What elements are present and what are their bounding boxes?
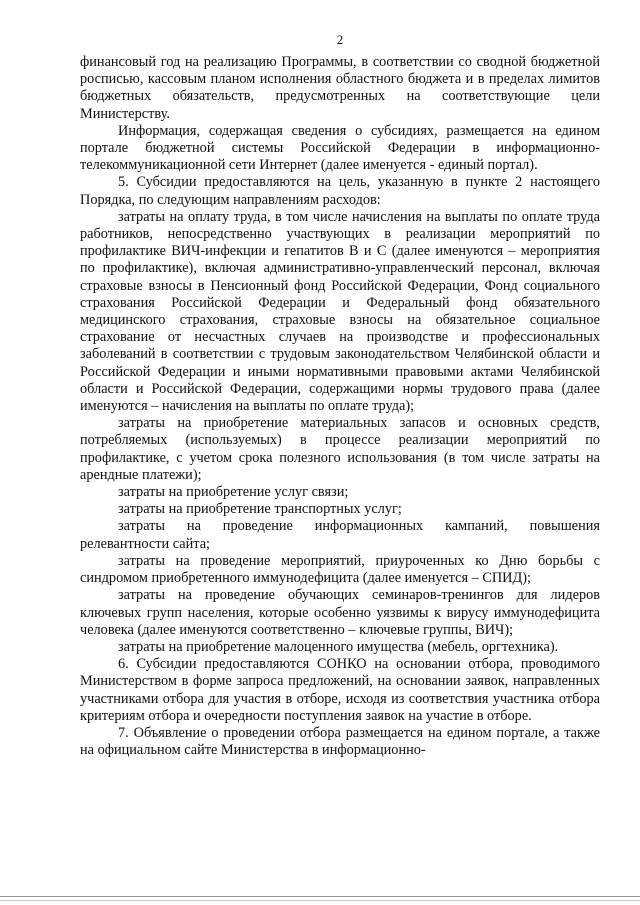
paragraph-item-6: 6. Субсидии предоставляются СОНКО на основании отбора, проводимого Министерством в форме запроса предложений, на основании заявок, направленных участниками отбора для участия в отборе, исходя из соответствия участника отбора критериям отбора и очередности поступления заявок на участие в отборе. (80, 656, 600, 724)
paragraph-item-7: 7. Объявление о проведении отбора размещается на едином портале, а также на официальном сайте Министерства в информационно- (80, 724, 600, 759)
paragraph-training-costs: затраты на проведение обучающих семинаров-тренингов для лидеров ключевых групп населения, которые особенно уязвимы к вирусу иммунодефицита человека (далее именуются соответственно – ключевые группы, ВИЧ); (80, 587, 600, 638)
paragraph-labor-costs: затраты на оплату труда, в том числе начисления на выплаты по оплате труда работников, непосредственно участвующих в реализации мероприятий по профилактике ВИЧ-инфекции и гепатитов В и С (далее именуются – мероприятия по профилактике), включая административно-управленческий персонал, включая страховые взносы в Пенсионный фонд Российской Федерации, Фонд социального страхования Российской Федерации и Федеральный фонд обязательного медицинского страхования, страховые взносы на обязательное социальное страхование от несчастных случаев на производстве и профессиональных заболеваний в соответствии с трудовым законодательством Челябинской области и Российской Федерации и иными нормативными правовыми актами Челябинской области и Российской Федерации, содержащими нормы трудового права (далее именуются – начисления на выплаты по оплате труда); (80, 208, 600, 415)
footer-rule-secondary (0, 900, 640, 901)
paragraph-info-campaign-costs: затраты на проведение информационных кампаний, повышения релевантности сайта; (80, 518, 600, 552)
paragraph-communication-costs: затраты на приобретение услуг связи; (118, 484, 349, 501)
paragraph-item-5: 5. Субсидии предоставляются на цель, указанную в пункте 2 настоящего Порядка, по следующим направлениям расходов: (80, 174, 600, 208)
paragraph-property-costs: затраты на приобретение малоценного имущества (мебель, оргтехника). (118, 638, 559, 655)
paragraph-continuation: финансовый год на реализацию Программы, в соответствии со сводной бюджетной росписью, кассовым планом исполнения областного бюджета и в пределах лимитов бюджетных обязательств, предусмотренных на соответствующие цели Министерству. (80, 54, 600, 122)
paragraph-materials-costs: затраты на приобретение материальных запасов и основных средств, потребляемых (используемых) в процессе реализации мероприятий по профилактике, с учетом срока полезного использования (в том числе затраты на арендные платежи); (80, 415, 600, 483)
paragraph-aids-day-costs: затраты на проведение мероприятий, приуроченных ко Дню борьбы с синдромом приобретенного иммунодефицита (далее именуется – СПИД); (80, 552, 600, 587)
paragraph-subsidy-info: Информация, содержащая сведения о субсидиях, размещается на едином портале бюджетной системы Российской Федерации в информационно-телекоммуникационной сети Интернет (далее именуется - единый портал). (80, 122, 600, 174)
page-number: 2 (336, 32, 344, 47)
document-body (80, 54, 600, 759)
paragraph-transport-costs: затраты на приобретение транспортных услуг; (118, 501, 402, 518)
footer-rule (0, 896, 640, 897)
